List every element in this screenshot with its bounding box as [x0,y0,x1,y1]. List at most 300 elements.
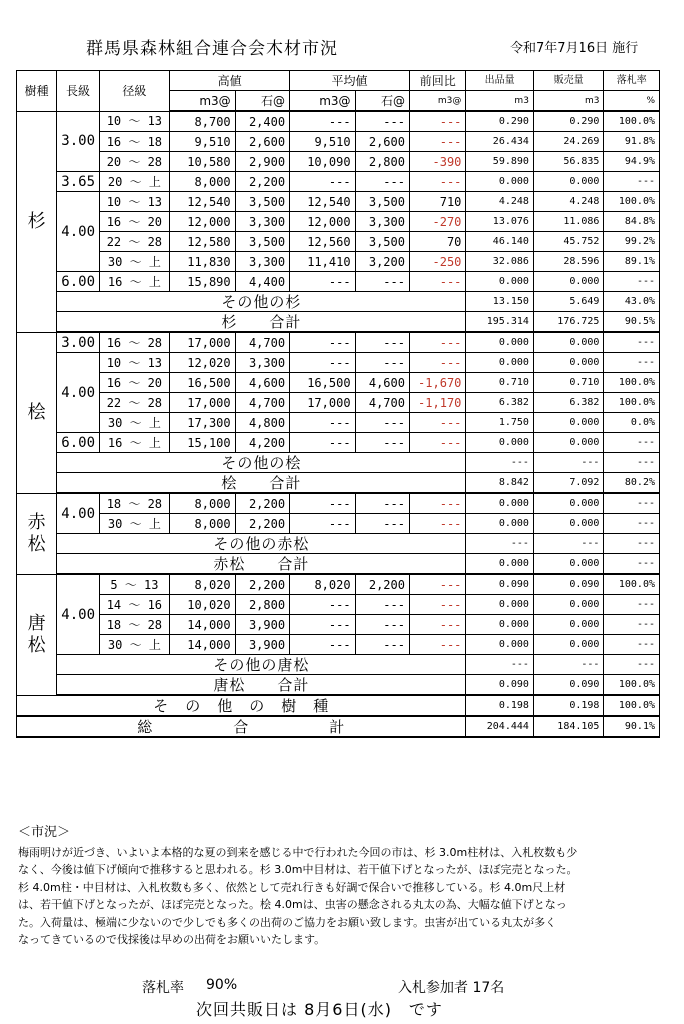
rate-cell: --- [604,332,660,353]
sold-cell: 28.596 [533,252,604,272]
high-koku-cell: 2,800 [235,595,289,615]
unit-shipped: m3 [466,91,534,112]
prev-diff-cell: --- [409,272,465,292]
other-label-cell: その他の赤松 [57,534,466,554]
shipped-cell: 8.842 [466,473,534,494]
size-cell: 30 ～ 上 [99,413,170,433]
avg-m3-cell: 17,000 [290,393,356,413]
high-m3-cell: 11,830 [170,252,236,272]
prev-diff-cell: --- [409,493,465,514]
notes-line: なく、今後は値下げ傾向で推移すると思われる。杉 3.0m中目材は、若干値下げとなったが、ほぼ完売となった。 [18,863,578,876]
size-cell: 16 ～ 上 [99,433,170,453]
rate-cell: --- [604,655,660,675]
sold-cell: 176.725 [533,312,604,333]
avg-koku-cell: --- [355,595,409,615]
total-label-cell: 唐松 合計 [57,675,466,696]
avg-m3-cell: --- [290,111,356,132]
high-koku-cell: 2,200 [235,172,289,192]
high-koku-cell: 3,300 [235,353,289,373]
shipped-cell: 0.000 [466,433,534,453]
avg-m3-cell: --- [290,433,356,453]
avg-koku-cell: 3,500 [355,192,409,212]
species-cell: 赤松 [17,493,57,574]
shipped-cell: 0.000 [466,353,534,373]
length-cell: 6.00 [57,433,99,453]
table-row [17,111,660,132]
species-cell: 唐松 [17,574,57,695]
length-cell: 4.00 [57,192,99,272]
table-row [17,332,660,353]
high-m3-cell: 17,000 [170,393,236,413]
high-m3-cell: 10,580 [170,152,236,172]
avg-koku-cell: --- [355,413,409,433]
avg-koku-cell: --- [355,172,409,192]
shipped-cell: 0.090 [466,675,534,696]
notes-line: 杉 4.0m柱・中目材は、入札枚数も多く、依然として売れ行きも好調で保合いで推移している。杉 4.0m尺上材 [18,880,566,894]
size-cell: 22 ～ 28 [99,232,170,252]
size-cell: 16 ～ 上 [99,272,170,292]
avg-koku-cell: --- [355,353,409,373]
header-high: 高値 [170,71,290,91]
length-cell: 4.00 [57,493,99,534]
prev-diff-cell: --- [409,433,465,453]
avg-m3-cell: 12,540 [290,192,356,212]
size-cell: 18 ～ 28 [99,493,170,514]
avg-koku-cell: 3,300 [355,212,409,232]
prev-diff-cell: -270 [409,212,465,232]
prev-diff-cell: --- [409,635,465,655]
header-rate: 落札率 [604,71,660,91]
rate-cell: 99.2% [604,232,660,252]
size-cell: 10 ～ 13 [99,111,170,132]
subtotal-row [17,554,660,575]
length-cell: 6.00 [57,272,99,292]
sold-cell: --- [533,534,604,554]
rate-cell: 84.8% [604,212,660,232]
avg-koku-cell: --- [355,272,409,292]
rate-label: 落札率 [142,980,184,996]
prev-diff-cell: 710 [409,192,465,212]
table-row [17,212,660,232]
avg-koku-cell: 3,500 [355,232,409,252]
table-row [17,272,660,292]
prev-diff-cell: --- [409,413,465,433]
rate-cell: 100.0% [604,192,660,212]
rate-cell: --- [604,433,660,453]
unit-high-m3: m3@ [170,91,236,112]
table-row [17,393,660,413]
high-m3-cell: 15,890 [170,272,236,292]
sold-cell: 0.000 [533,413,604,433]
subtotal-row [17,473,660,494]
high-koku-cell: 2,900 [235,152,289,172]
high-m3-cell: 12,020 [170,353,236,373]
size-cell: 10 ～ 13 [99,353,170,373]
shipped-cell: 0.000 [466,595,534,615]
table-row [17,373,660,393]
sold-cell: 0.090 [533,574,604,595]
prev-diff-cell: --- [409,353,465,373]
high-koku-cell: 3,500 [235,232,289,252]
high-koku-cell: 2,400 [235,111,289,132]
header-length: 長級 [57,71,99,112]
sold-cell: 45.752 [533,232,604,252]
shipped-cell: 46.140 [466,232,534,252]
prev-diff-cell: -250 [409,252,465,272]
table-row [17,433,660,453]
unit-avg-koku: 石@ [355,91,409,112]
rate-cell: --- [604,172,660,192]
shipped-cell: 32.086 [466,252,534,272]
shipped-cell: 0.198 [466,695,534,716]
rate-value: 90% [206,977,238,993]
avg-m3-cell: 11,410 [290,252,356,272]
prev-diff-cell: 70 [409,232,465,252]
table-row [17,252,660,272]
total-label-cell: 桧 合計 [57,473,466,494]
avg-m3-cell: 10,090 [290,152,356,172]
rate-cell: --- [604,615,660,635]
sold-cell: 0.000 [533,272,604,292]
table-row [17,514,660,534]
rate-cell: 100.0% [604,695,660,716]
notes-line: は、若干値下げとなったが、ほぼ完売となった。桧 4.0mは、虫害の懸念される丸太の為、大幅な値下げとなっ [18,898,567,911]
other-row [17,655,660,675]
table-row [17,152,660,172]
high-m3-cell: 10,020 [170,595,236,615]
high-m3-cell: 17,300 [170,413,236,433]
rate-cell: --- [604,514,660,534]
grand-total-row [17,716,660,737]
high-koku-cell: 4,800 [235,413,289,433]
unit-sold: m3 [533,91,604,112]
page-title: 群馬県森林組合連合会木材市況 [86,39,338,59]
avg-m3-cell: --- [290,353,356,373]
participant-count: 入札参加者 17名 [398,980,505,996]
avg-m3-cell: 12,000 [290,212,356,232]
price-table-body [17,111,660,737]
other-species-row [17,695,660,716]
shipped-cell: 0.710 [466,373,534,393]
high-koku-cell: 4,400 [235,272,289,292]
rate-cell: 100.0% [604,393,660,413]
sold-cell: 0.000 [533,353,604,373]
high-koku-cell: 4,700 [235,332,289,353]
table-row [17,615,660,635]
notes-heading: ＜市況＞ [18,825,71,840]
size-cell: 18 ～ 28 [99,615,170,635]
high-m3-cell: 15,100 [170,433,236,453]
rate-cell: --- [604,453,660,473]
other-label-cell: その他の杉 [57,292,466,312]
high-koku-cell: 3,300 [235,212,289,232]
prev-diff-cell: --- [409,595,465,615]
shipped-cell: 1.750 [466,413,534,433]
table-row [17,413,660,433]
market-notes [18,824,668,949]
avg-koku-cell: 4,700 [355,393,409,413]
prev-diff-cell: --- [409,332,465,353]
other-row [17,534,660,554]
size-cell: 5 ～ 13 [99,574,170,595]
header-shipped: 出品量 [466,71,534,91]
subtotal-row [17,675,660,696]
rate-cell: --- [604,493,660,514]
table-row [17,635,660,655]
sold-cell: 0.000 [533,595,604,615]
shipped-cell: --- [466,655,534,675]
size-cell: 30 ～ 上 [99,252,170,272]
sold-cell: 11.086 [533,212,604,232]
rate-cell: 0.0% [604,413,660,433]
rate-cell: 100.0% [604,675,660,696]
shipped-cell: 0.000 [466,615,534,635]
header-species: 樹種 [17,71,57,112]
header-sold: 販売量 [533,71,604,91]
high-m3-cell: 8,020 [170,574,236,595]
size-cell: 20 ～ 上 [99,172,170,192]
prev-diff-cell: --- [409,111,465,132]
shipped-cell: 13.076 [466,212,534,232]
other-species-label-cell: そ の 他 の 樹 種 [17,695,466,716]
size-cell: 30 ～ 上 [99,514,170,534]
sold-cell: 0.000 [533,514,604,534]
rate-cell: --- [604,534,660,554]
length-cell: 3.00 [57,332,99,353]
shipped-cell: 26.434 [466,132,534,152]
length-cell: 3.00 [57,111,99,172]
avg-m3-cell: 9,510 [290,132,356,152]
avg-koku-cell: --- [355,514,409,534]
shipped-cell: --- [466,534,534,554]
high-m3-cell: 17,000 [170,332,236,353]
sold-cell: 0.000 [533,615,604,635]
size-cell: 30 ～ 上 [99,635,170,655]
auction-date: 令和7年7月16日 施行 [510,41,639,56]
avg-m3-cell: --- [290,595,356,615]
sold-cell: 7.092 [533,473,604,494]
avg-koku-cell: 4,600 [355,373,409,393]
sold-cell: 0.000 [533,433,604,453]
header-avg: 平均値 [290,71,410,91]
notes-line: 梅雨明けが近づき、いよいよ本格的な夏の到来を感じる中で行われた今回の市は、杉 3.0m柱材は、入札枚数も少 [18,845,578,859]
sold-cell: 4.248 [533,192,604,212]
sold-cell: 56.835 [533,152,604,172]
avg-koku-cell: --- [355,111,409,132]
subtotal-row [17,312,660,333]
avg-koku-cell: 2,200 [355,574,409,595]
prev-diff-cell: -390 [409,152,465,172]
other-row [17,453,660,473]
rate-cell: --- [604,272,660,292]
size-cell: 10 ～ 13 [99,192,170,212]
table-row [17,353,660,373]
table-row [17,574,660,595]
high-koku-cell: 2,600 [235,132,289,152]
unit-high-koku: 石@ [235,91,289,112]
sold-cell: 0.198 [533,695,604,716]
market-price-table [16,70,660,738]
prev-diff-cell: -1,170 [409,393,465,413]
table-row [17,232,660,252]
high-m3-cell: 8,000 [170,493,236,514]
size-cell: 16 ～ 18 [99,132,170,152]
size-cell: 16 ～ 28 [99,332,170,353]
shipped-cell: 0.000 [466,272,534,292]
high-koku-cell: 4,700 [235,393,289,413]
other-row [17,292,660,312]
notes-line: なってきているので伐採後は早めの出荷をお願いいたします。 [18,933,326,946]
rate-cell: 94.9% [604,152,660,172]
shipped-cell: 195.314 [466,312,534,333]
prev-diff-cell: --- [409,574,465,595]
high-m3-cell: 8,000 [170,514,236,534]
high-m3-cell: 9,510 [170,132,236,152]
sold-cell: 0.710 [533,373,604,393]
shipped-cell: 0.090 [466,574,534,595]
size-cell: 16 ～ 20 [99,212,170,232]
length-cell: 4.00 [57,574,99,655]
high-m3-cell: 14,000 [170,635,236,655]
shipped-cell: 0.000 [466,172,534,192]
high-koku-cell: 4,200 [235,433,289,453]
table-row [17,595,660,615]
sold-cell: --- [533,453,604,473]
rate-cell: 90.5% [604,312,660,333]
table-row [17,192,660,212]
high-koku-cell: 2,200 [235,493,289,514]
rate-cell: --- [604,595,660,615]
size-cell: 14 ～ 16 [99,595,170,615]
avg-koku-cell: --- [355,332,409,353]
avg-m3-cell: --- [290,514,356,534]
avg-koku-cell: --- [355,493,409,514]
avg-koku-cell: --- [355,635,409,655]
high-koku-cell: 3,900 [235,635,289,655]
shipped-cell: 4.248 [466,192,534,212]
high-koku-cell: 2,200 [235,574,289,595]
avg-koku-cell: --- [355,615,409,635]
size-cell: 16 ～ 20 [99,373,170,393]
avg-koku-cell: 3,200 [355,252,409,272]
table-row [17,132,660,152]
rate-cell: 100.0% [604,574,660,595]
high-m3-cell: 8,000 [170,172,236,192]
avg-koku-cell: 2,600 [355,132,409,152]
rate-cell: 91.8% [604,132,660,152]
avg-m3-cell: --- [290,272,356,292]
rate-cell: 90.1% [604,716,660,737]
species-cell: 桧 [17,332,57,493]
rate-cell: --- [604,554,660,575]
table-row [17,493,660,514]
total-label-cell: 赤松 合計 [57,554,466,575]
prev-diff-cell: -1,670 [409,373,465,393]
sold-cell: 0.290 [533,111,604,132]
other-label-cell: その他の桧 [57,453,466,473]
unit-rate: % [604,91,660,112]
shipped-cell: 0.000 [466,554,534,575]
grand-total-label-cell: 総 合 計 [17,716,466,737]
shipped-cell: 0.290 [466,111,534,132]
avg-koku-cell: 2,800 [355,152,409,172]
high-koku-cell: 4,600 [235,373,289,393]
high-koku-cell: 3,300 [235,252,289,272]
prev-diff-cell: --- [409,514,465,534]
shipped-cell: 13.150 [466,292,534,312]
rate-cell: --- [604,353,660,373]
species-cell: 杉 [17,111,57,332]
sold-cell: 0.090 [533,675,604,696]
sold-cell: 5.649 [533,292,604,312]
rate-cell: 43.0% [604,292,660,312]
sold-cell: 184.105 [533,716,604,737]
high-m3-cell: 16,500 [170,373,236,393]
size-cell: 20 ～ 28 [99,152,170,172]
sold-cell: 6.382 [533,393,604,413]
avg-m3-cell: --- [290,332,356,353]
avg-m3-cell: --- [290,413,356,433]
high-koku-cell: 3,900 [235,615,289,635]
shipped-cell: --- [466,453,534,473]
avg-m3-cell: --- [290,493,356,514]
unit-prev: m3@ [409,91,465,112]
total-label-cell: 杉 合計 [57,312,466,333]
sold-cell: 0.000 [533,493,604,514]
sold-cell: 0.000 [533,635,604,655]
shipped-cell: 0.000 [466,514,534,534]
prev-diff-cell: --- [409,615,465,635]
shipped-cell: 0.000 [466,332,534,353]
shipped-cell: 6.382 [466,393,534,413]
prev-diff-cell: --- [409,172,465,192]
high-m3-cell: 12,580 [170,232,236,252]
avg-m3-cell: 16,500 [290,373,356,393]
shipped-cell: 59.890 [466,152,534,172]
shipped-cell: 204.444 [466,716,534,737]
length-cell: 4.00 [57,353,99,433]
avg-m3-cell: --- [290,615,356,635]
high-m3-cell: 12,000 [170,212,236,232]
unit-avg-m3: m3@ [290,91,356,112]
rate-cell: 100.0% [604,111,660,132]
other-label-cell: その他の唐松 [57,655,466,675]
rate-cell: 80.2% [604,473,660,494]
rate-cell: 89.1% [604,252,660,272]
prev-diff-cell: --- [409,132,465,152]
sold-cell: 0.000 [533,332,604,353]
shipped-cell: 0.000 [466,635,534,655]
length-cell: 3.65 [57,172,99,192]
sold-cell: 24.269 [533,132,604,152]
sold-cell: --- [533,655,604,675]
shipped-cell: 0.000 [466,493,534,514]
high-m3-cell: 14,000 [170,615,236,635]
avg-m3-cell: --- [290,172,356,192]
avg-m3-cell: --- [290,635,356,655]
sold-cell: 0.000 [533,172,604,192]
header-size: 径級 [99,71,170,112]
high-koku-cell: 2,200 [235,514,289,534]
high-koku-cell: 3,500 [235,192,289,212]
table-row [17,172,660,192]
header-prev: 前回比 [409,71,465,91]
avg-koku-cell: --- [355,433,409,453]
rate-cell: 100.0% [604,373,660,393]
rate-cell: --- [604,635,660,655]
avg-m3-cell: 8,020 [290,574,356,595]
avg-m3-cell: 12,560 [290,232,356,252]
